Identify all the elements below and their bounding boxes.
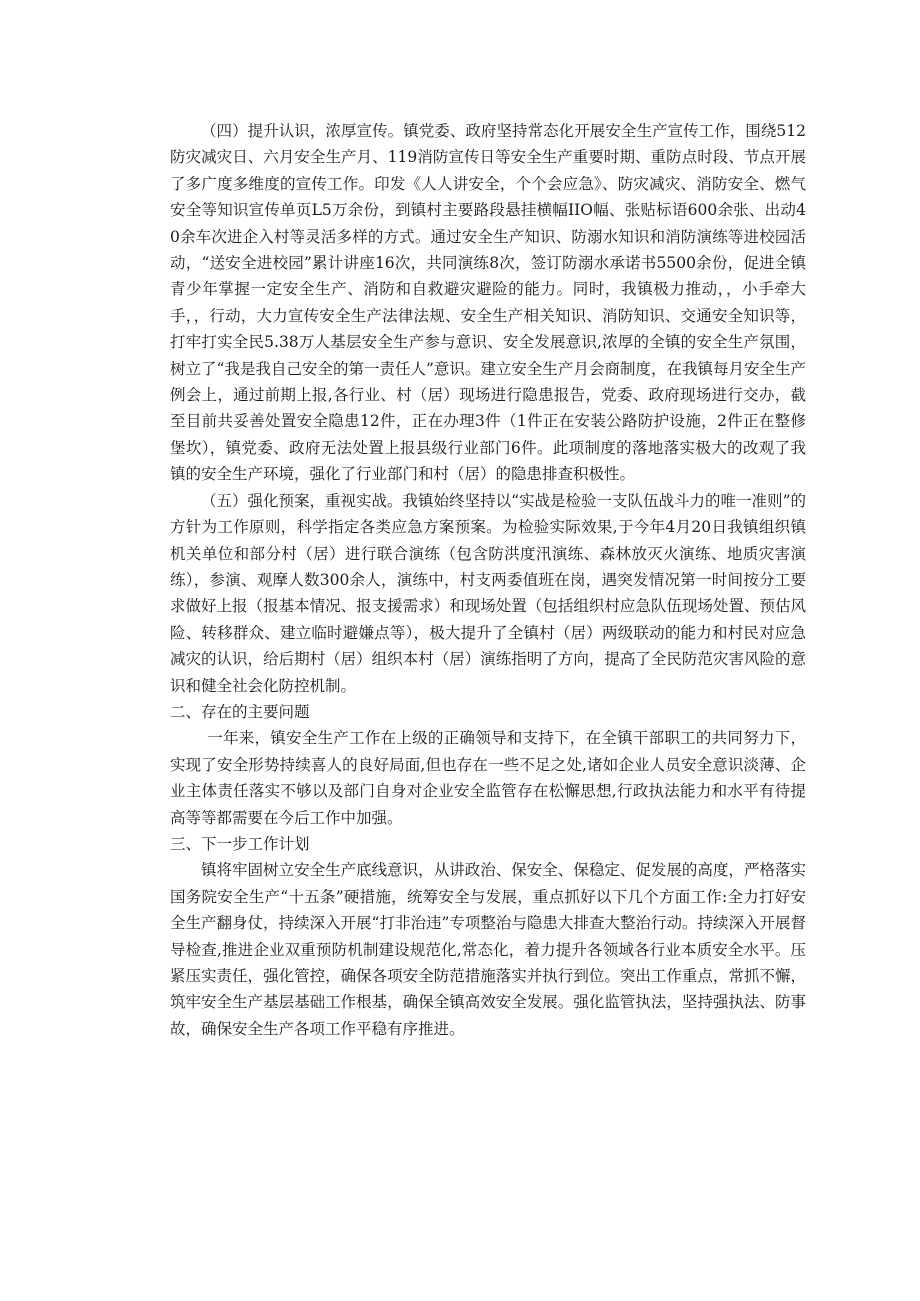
paragraph-next-plan: 镇将牢固树立安全生产底线意识，从讲政治、保安全、保稳定、促发展的高度，严格落实国务院安全生产“十五条”硬措施，统筹安全与发展，重点抓好以下几个方面工作:全力打好安全生产翻身仗，持续深入开展“打非治违”专项整治与隐患大排查大整治行动。持续深入开展督导检查,推进企业双重预防机制建设规范化,常态化，着力提升各领域各行业本质安全水平。压紧压实责任，强化管控，确保各项安全防范措施落实并执行到位。突出工作重点，常抓不懈，筑牢安全生产基层基础工作根基，确保全镇高效安全发展。强化监管执法，坚持强执法、防事故，确保安全生产各项工作平稳有序推进。 xyxy=(170,861,806,1038)
section-heading-problems: 二、存在的主要问题 xyxy=(170,702,310,721)
section-heading-next-plan: 三、下一步工作计划 xyxy=(170,834,310,853)
paragraph-problems: 一年来，镇安全生产工作在上级的正确领导和支持下，在全镇干部职工的共同努力下，实现了安全形势持续喜人的良好局面,但也存在一些不足之处,诸如企业人员安全意识淡薄、企业主体责任落实不够以及部门自身对企业安全监管存在松懈思想,行政执法能力和水平有待提高等等都需要在今后工作中加强。 xyxy=(170,729,806,827)
paragraph-publicity: （四）提升认识，浓厚宣传。镇党委、政府坚持常态化开展安全生产宣传工作，围绕512防灾减灾日、六月安全生产月、119消防宣传日等安全生产重要时期、重防点时段、节点开展了多广度多维度的宣传工作。印发《人人讲安全，个个会应急》、防灾减灾、消防安全、燃气安全等知识宣传单页L5万余份，到镇村主要路段悬挂横幅IIO幅、张贴标语600余张、出动40余车次进企入村等灵活多样的方式。通过安全生产知识、防溺水知识和消防演练等进校园活动，“送安全进校园”累计讲座16次，共同演练8次，签订防溺水承诺书5500余份，促进全镇青少年掌握一定安全生产、消防和自救避灾避险的能力。同时，我镇极力推动，，小手牵大手，，行动，大力宣传安全生产法律法规、安全生产相关知识、消防知识、交通安全知识等，打牢打实全民5.38万人基层安全生产参与意识、安全发展意识,浓厚的全镇的安全生产氛围，树立了“我是我自己安全的第一责任人”意识。建立安全生产月会商制度，在我镇每月安全生产例会上，通过前期上报,各行业、村（居）现场进行隐患报告，党委、政府现场进行交办，截至目前共妥善处置安全隐患12件，正在办理3件（1件正在安装公路防护设施，2件正在整修堡坎），镇党委、政府无法处置上报县级行业部门6件。此项制度的落地落实极大的改观了我镇的安全生产环境，强化了行业部门和村（居）的隐患排查积极性。 xyxy=(170,122,806,484)
paragraph-drills: （五）强化预案，重视实战。我镇始终坚持以“实战是检验一支队伍战斗力的唯一准则”的方针为工作原则，科学指定各类应急方案预案。为检验实际效果,于今年4月20日我镇组织镇机关单位和部分村（居）进行联合演练（包含防洪度汛演练、森林放灭火演练、地质灾害演练），参演、观摩人数300余人，演练中，村支两委值班在岗，遇突发情况第一时间按分工要求做好上报（报基本情况、报支援需求）和现场处置（包括组织村应急队伍现场处置、预估风险、转移群众、建立临时避嫌点等），极大提升了全镇村（居）两级联动的能力和村民对应急减灾的认识，给后期村（居）组织本村（居）演练指明了方向，提高了全民防范灾害风险的意识和健全社会化防控机制。 xyxy=(170,491,806,695)
document-body xyxy=(170,118,806,1042)
